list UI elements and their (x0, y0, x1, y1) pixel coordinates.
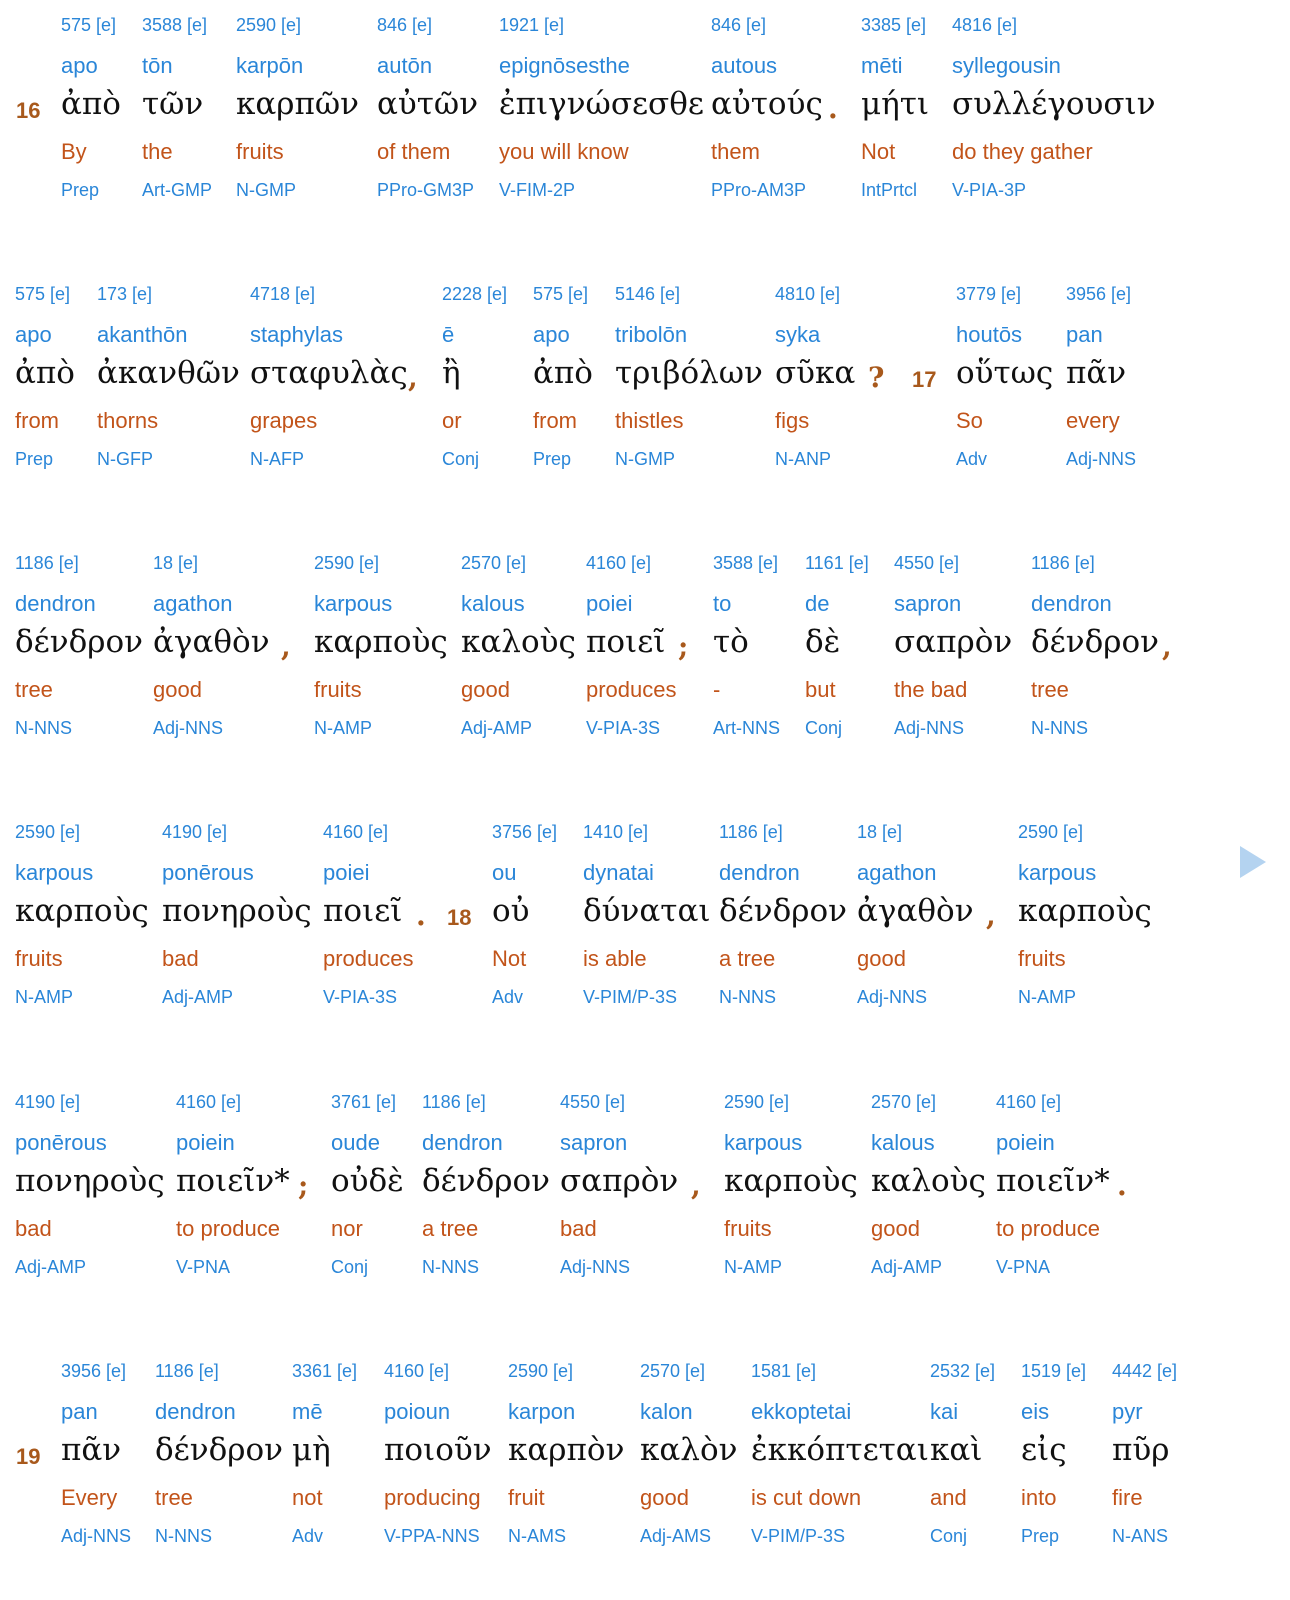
english-gloss: fruits (724, 1216, 772, 1241)
transliteration-link[interactable]: tōn (142, 53, 173, 78)
parsing-link[interactable]: N-NNS (1031, 718, 1088, 738)
punctuation-mark: , (281, 630, 291, 663)
english-gloss: So (956, 408, 983, 433)
greek-word: καλοὺς (871, 1163, 986, 1199)
strongs-number-link[interactable]: 3361 [e] (292, 1361, 358, 1381)
english-gloss: the (142, 139, 173, 164)
english-gloss: and (930, 1485, 967, 1510)
strongs-number-link[interactable]: 3956 [e] (61, 1361, 127, 1381)
english-gloss: the bad (894, 677, 968, 702)
interlinear-line (0, 1346, 1290, 1576)
verse-number: 16 (16, 98, 41, 123)
strongs-number-link[interactable]: 2570 [e] (461, 553, 527, 573)
english-gloss: nor (331, 1216, 363, 1241)
english-gloss: Not (861, 139, 896, 164)
strongs-number-link[interactable]: 1186 [e] (15, 553, 79, 573)
english-gloss: every (1066, 408, 1120, 433)
transliteration-link[interactable]: poiein (996, 1130, 1055, 1155)
greek-word: καρποὺς (724, 1163, 858, 1199)
strongs-number-link[interactable]: 2570 [e] (871, 1092, 937, 1112)
strongs-number-link[interactable]: 2570 [e] (640, 1361, 706, 1381)
parsing-link[interactable]: N-ANS (1112, 1526, 1169, 1546)
parsing-link[interactable]: N-NNS (155, 1526, 212, 1546)
greek-word: ἀγαθὸν (153, 624, 270, 660)
strongs-number-link[interactable]: 4160 [e] (996, 1092, 1062, 1112)
greek-word: μὴ (292, 1432, 331, 1468)
english-gloss: figs (775, 408, 810, 433)
parsing-link[interactable]: Conj (930, 1526, 968, 1546)
english-gloss: bad (15, 1216, 52, 1241)
greek-word: καὶ (930, 1432, 983, 1468)
english-gloss: to produce (176, 1216, 280, 1241)
parsing-link[interactable]: Art-GMP (142, 180, 212, 200)
greek-word: ποιεῖν* (176, 1163, 290, 1199)
english-gloss: is able (583, 946, 647, 971)
punctuation-mark: , (408, 361, 418, 394)
parsing-link[interactable]: N-GMP (236, 180, 296, 200)
english-gloss: a tree (719, 946, 776, 971)
parsing-link[interactable]: Adv (292, 1526, 324, 1546)
punctuation-mark: , (986, 899, 996, 932)
greek-word: σταφυλὰς (250, 355, 408, 391)
parsing-link[interactable]: Conj (805, 718, 843, 738)
parsing-link[interactable]: Adj-AMP (461, 718, 533, 738)
english-gloss: or (442, 408, 462, 433)
transliteration-link[interactable]: syllegousin (952, 53, 1061, 78)
greek-word: καλὸν (640, 1432, 738, 1468)
strongs-number-link[interactable]: 2590 [e] (1018, 822, 1084, 842)
transliteration-link[interactable]: de (805, 591, 830, 616)
transliteration-link[interactable]: sapron (894, 591, 962, 616)
transliteration-link[interactable]: ponērous (15, 1130, 107, 1155)
transliteration-link[interactable]: dendron (719, 860, 800, 885)
greek-word: τῶν (142, 86, 204, 122)
strongs-number-link[interactable]: 1186 [e] (422, 1092, 486, 1112)
strongs-number-link[interactable]: 1186 [e] (719, 822, 783, 842)
transliteration-link[interactable]: agathon (153, 591, 233, 616)
greek-word: δένδρον (422, 1163, 550, 1199)
transliteration-link[interactable]: dendron (1031, 591, 1112, 616)
parsing-link[interactable]: N-GMP (615, 449, 675, 469)
transliteration-link[interactable]: karpous (314, 591, 393, 616)
greek-word: οὐ (492, 893, 530, 929)
greek-word: πῦρ (1112, 1432, 1170, 1468)
strongs-number-link[interactable]: 846 [e] (377, 15, 433, 35)
transliteration-link[interactable]: karpous (15, 860, 94, 885)
greek-word: αὐτῶν (377, 86, 479, 122)
transliteration-link[interactable]: apo (15, 322, 52, 347)
transliteration-link[interactable]: ponērous (162, 860, 254, 885)
parsing-link[interactable]: Adj-NNS (857, 987, 928, 1007)
strongs-number-link[interactable]: 575 [e] (15, 284, 71, 304)
english-gloss: good (461, 677, 510, 702)
english-gloss: not (292, 1485, 323, 1510)
parsing-link[interactable]: N-AMP (1018, 987, 1076, 1007)
english-gloss: grapes (250, 408, 318, 433)
parsing-link[interactable]: V-PNA (996, 1257, 1051, 1277)
greek-word: καρποὺς (314, 624, 448, 660)
english-gloss: good (153, 677, 202, 702)
strongs-number-link[interactable]: 3588 [e] (142, 15, 208, 35)
strongs-number-link[interactable]: 4160 [e] (586, 553, 652, 573)
greek-word: ἢ (442, 355, 461, 391)
english-gloss: tree (15, 677, 53, 702)
strongs-number-link[interactable]: 1186 [e] (1031, 553, 1095, 573)
parsing-link[interactable]: Adj-AMS (640, 1526, 712, 1546)
greek-word: μήτι (861, 86, 930, 122)
strongs-number-link[interactable]: 3779 [e] (956, 284, 1022, 304)
punctuation-mark: . (416, 899, 426, 932)
greek-word: δένδρον (1031, 624, 1159, 660)
english-gloss: fruit (508, 1485, 545, 1510)
parsing-link[interactable]: V-PIA-3P (952, 180, 1027, 200)
parsing-link[interactable]: V-PNA (176, 1257, 231, 1277)
transliteration-link[interactable]: poiei (586, 591, 633, 616)
strongs-number-link[interactable]: 1921 [e] (499, 15, 565, 35)
greek-word: συλλέγουσιν (952, 86, 1156, 122)
transliteration-link[interactable]: dynatai (583, 860, 654, 885)
parsing-link[interactable]: Adv (956, 449, 988, 469)
strongs-number-link[interactable]: 4718 [e] (250, 284, 316, 304)
transliteration-link[interactable]: pan (61, 1399, 98, 1424)
strongs-number-link[interactable]: 3588 [e] (713, 553, 779, 573)
english-gloss: producing (384, 1485, 481, 1510)
english-gloss: fruits (1018, 946, 1066, 971)
transliteration-link[interactable]: autōn (377, 53, 433, 78)
parsing-link[interactable]: V-FIM-2P (499, 180, 576, 200)
transliteration-link[interactable]: pyr (1112, 1399, 1143, 1424)
interlinear-line (0, 807, 1290, 1037)
parsing-link[interactable]: V-PPA-NNS (384, 1526, 480, 1546)
interlinear-line (0, 1077, 1290, 1307)
parsing-link[interactable]: Prep (15, 449, 54, 469)
greek-word: οὕτως (956, 355, 1054, 391)
strongs-number-link[interactable]: 3385 [e] (861, 15, 927, 35)
punctuation-mark: , (691, 1169, 701, 1202)
parsing-link[interactable]: V-PIA-3S (323, 987, 398, 1007)
english-gloss: good (871, 1216, 920, 1241)
parsing-link[interactable]: Conj (331, 1257, 369, 1277)
parsing-link[interactable]: Prep (61, 180, 100, 200)
greek-word: ἐκκόπτεται (751, 1432, 929, 1468)
strongs-number-link[interactable]: 4190 [e] (15, 1092, 81, 1112)
greek-word: πᾶν (61, 1432, 122, 1468)
parsing-link[interactable]: Adj-NNS (560, 1257, 631, 1277)
transliteration-link[interactable]: kalous (461, 591, 525, 616)
parsing-link[interactable]: N-GFP (97, 449, 153, 469)
english-gloss: By (61, 139, 87, 164)
strongs-number-link[interactable]: 5146 [e] (615, 284, 681, 304)
transliteration-link[interactable]: kai (930, 1399, 959, 1424)
verse-number: 17 (912, 367, 937, 392)
greek-word: σαπρὸν (894, 624, 1013, 660)
greek-word: δένδρον (155, 1432, 283, 1468)
greek-word: οὐδὲ (331, 1163, 404, 1199)
english-gloss: thorns (97, 408, 159, 433)
greek-word: τριβόλων (615, 355, 763, 391)
strongs-number-link[interactable]: 1519 [e] (1021, 1361, 1087, 1381)
parsing-link[interactable]: V-PIM/P-3S (583, 987, 678, 1007)
transliteration-link[interactable]: karpōn (236, 53, 304, 78)
verse-number: 18 (447, 905, 472, 930)
transliteration-link[interactable]: to (713, 591, 732, 616)
english-gloss: into (1021, 1485, 1057, 1510)
interlinear-line (0, 269, 1290, 499)
transliteration-link[interactable]: karpous (724, 1130, 803, 1155)
strongs-number-link[interactable]: 2590 [e] (314, 553, 380, 573)
greek-word: καρποὺς (1018, 893, 1152, 929)
interlinear-line (0, 538, 1290, 768)
strongs-number-link[interactable]: 1581 [e] (751, 1361, 817, 1381)
parsing-link[interactable]: Prep (1021, 1526, 1060, 1546)
english-gloss: do they gather (952, 139, 1093, 164)
strongs-number-link[interactable]: 1410 [e] (583, 822, 649, 842)
transliteration-link[interactable]: dendron (155, 1399, 236, 1424)
greek-word: πονηροὺς (162, 893, 312, 929)
strongs-number-link[interactable]: 18 [e] (857, 822, 903, 842)
transliteration-link[interactable]: pan (1066, 322, 1103, 347)
punctuation-mark: ? (868, 361, 885, 394)
strongs-number-link[interactable]: 3761 [e] (331, 1092, 397, 1112)
english-gloss: - (713, 677, 721, 702)
transliteration-link[interactable]: dendron (15, 591, 96, 616)
greek-word: δένδρον (719, 893, 847, 929)
triangle-right-icon[interactable] (1240, 846, 1266, 878)
parsing-link[interactable]: Conj (442, 449, 480, 469)
greek-word: σῦκα (775, 355, 856, 391)
greek-word: σαπρὸν (560, 1163, 679, 1199)
parsing-link[interactable]: N-AFP (250, 449, 304, 469)
transliteration-link[interactable]: ē (442, 322, 455, 347)
parsing-link[interactable]: PPro-AM3P (711, 180, 807, 200)
greek-word: ἀπὸ (61, 86, 121, 122)
parsing-link[interactable]: N-AMP (15, 987, 73, 1007)
punctuation-mark: . (828, 92, 838, 125)
punctuation-mark: . (1117, 1169, 1127, 1202)
strongs-number-link[interactable]: 1161 [e] (805, 553, 869, 573)
greek-word: ποιεῖ (323, 893, 403, 929)
strongs-number-link[interactable]: 846 [e] (711, 15, 767, 35)
english-gloss: fruits (15, 946, 63, 971)
interlinear-line (0, 0, 1290, 230)
english-gloss: Not (492, 946, 527, 971)
english-gloss: good (857, 946, 906, 971)
transliteration-link[interactable]: apo (533, 322, 570, 347)
greek-word: ἀκανθῶν (97, 355, 240, 391)
greek-word: ἀγαθὸν (857, 893, 974, 929)
transliteration-link[interactable]: poiein (176, 1130, 235, 1155)
english-gloss: tree (155, 1485, 193, 1510)
transliteration-link[interactable]: syka (775, 322, 821, 347)
english-gloss: fruits (236, 139, 284, 164)
parsing-link[interactable]: V-PIM/P-3S (751, 1526, 846, 1546)
transliteration-link[interactable]: apo (61, 53, 98, 78)
english-gloss: produces (323, 946, 414, 971)
strongs-number-link[interactable]: 2590 [e] (236, 15, 302, 35)
greek-word: πᾶν (1066, 355, 1127, 391)
english-gloss: you will know (499, 139, 629, 164)
transliteration-link[interactable]: epignōsesthe (499, 53, 630, 78)
transliteration-link[interactable]: kalous (871, 1130, 935, 1155)
parsing-link[interactable]: N-NNS (422, 1257, 479, 1277)
english-gloss: fruits (314, 677, 362, 702)
transliteration-link[interactable]: agathon (857, 860, 937, 885)
strongs-number-link[interactable]: 4550 [e] (894, 553, 960, 573)
english-gloss: thistles (615, 408, 684, 433)
english-gloss: is cut down (751, 1485, 862, 1510)
english-gloss: bad (162, 946, 199, 971)
punctuation-mark: , (1162, 630, 1172, 663)
transliteration-link[interactable]: ou (492, 860, 517, 885)
english-gloss: fire (1112, 1485, 1143, 1510)
english-gloss: but (805, 677, 836, 702)
punctuation-mark: ; (298, 1169, 309, 1202)
strongs-number-link[interactable]: 4160 [e] (323, 822, 389, 842)
strongs-number-link[interactable]: 4810 [e] (775, 284, 841, 304)
greek-word: δὲ (805, 624, 841, 660)
parsing-link[interactable]: Adj-NNS (1066, 449, 1137, 469)
strongs-number-link[interactable]: 2590 [e] (508, 1361, 574, 1381)
transliteration-link[interactable]: tribolōn (615, 322, 688, 347)
parsing-link[interactable]: Prep (533, 449, 572, 469)
english-gloss: to produce (996, 1216, 1100, 1241)
greek-word: καρπῶν (236, 86, 360, 122)
transliteration-link[interactable]: ekkoptetai (751, 1399, 852, 1424)
strongs-number-link[interactable]: 173 [e] (97, 284, 153, 304)
english-gloss: of them (377, 139, 451, 164)
transliteration-link[interactable]: oude (331, 1130, 380, 1155)
strongs-number-link[interactable]: 575 [e] (61, 15, 117, 35)
strongs-number-link[interactable]: 4190 [e] (162, 822, 228, 842)
english-gloss: good (640, 1485, 689, 1510)
parsing-link[interactable]: PPro-GM3P (377, 180, 475, 200)
transliteration-link[interactable]: sapron (560, 1130, 628, 1155)
parsing-link[interactable]: N-AMP (724, 1257, 782, 1277)
transliteration-link[interactable]: akanthōn (97, 322, 188, 347)
strongs-number-link[interactable]: 3756 [e] (492, 822, 558, 842)
greek-word: δένδρον (15, 624, 143, 660)
strongs-number-link[interactable]: 2228 [e] (442, 284, 508, 304)
transliteration-link[interactable]: karpous (1018, 860, 1097, 885)
parsing-link[interactable]: N-NNS (15, 718, 72, 738)
strongs-number-link[interactable]: 2532 [e] (930, 1361, 996, 1381)
parsing-link[interactable]: N-NNS (719, 987, 776, 1007)
english-gloss: from (533, 408, 577, 433)
strongs-number-link[interactable]: 2590 [e] (724, 1092, 790, 1112)
strongs-number-link[interactable]: 2590 [e] (15, 822, 81, 842)
verse-number: 19 (16, 1444, 41, 1469)
greek-word: εἰς (1021, 1432, 1067, 1468)
transliteration-link[interactable]: staphylas (250, 322, 343, 347)
parsing-link[interactable]: Adj-AMP (15, 1257, 87, 1277)
transliteration-link[interactable]: karpon (508, 1399, 576, 1424)
greek-word: πονηροὺς (15, 1163, 165, 1199)
transliteration-link[interactable]: eis (1021, 1399, 1050, 1424)
english-gloss: tree (1031, 677, 1069, 702)
transliteration-link[interactable]: dendron (422, 1130, 503, 1155)
parsing-link[interactable]: N-AMP (314, 718, 372, 738)
greek-word: ἀπὸ (533, 355, 593, 391)
strongs-number-link[interactable]: 575 [e] (533, 284, 589, 304)
transliteration-link[interactable]: poiei (323, 860, 370, 885)
english-gloss: bad (560, 1216, 597, 1241)
parsing-link[interactable]: Adv (492, 987, 524, 1007)
transliteration-link[interactable]: houtōs (956, 322, 1023, 347)
greek-word: ποιεῖν* (996, 1163, 1110, 1199)
parsing-link[interactable]: V-PIA-3S (586, 718, 661, 738)
parsing-link[interactable]: Adj-NNS (61, 1526, 132, 1546)
greek-word: δύναται (583, 893, 711, 929)
greek-word: ποιοῦν (384, 1432, 492, 1468)
greek-word: τὸ (713, 624, 749, 660)
english-gloss: Every (61, 1485, 118, 1510)
strongs-number-link[interactable]: 4160 [e] (384, 1361, 450, 1381)
parsing-link[interactable]: Adj-NNS (153, 718, 224, 738)
transliteration-link[interactable]: autous (711, 53, 778, 78)
english-gloss: from (15, 408, 59, 433)
greek-word: αὐτούς (711, 86, 823, 122)
greek-word: ἀπὸ (15, 355, 75, 391)
english-gloss: a tree (422, 1216, 479, 1241)
greek-word: ἐπιγνώσεσθε (499, 86, 704, 122)
english-gloss: them (711, 139, 760, 164)
parsing-link[interactable]: N-AMS (508, 1526, 566, 1546)
parsing-link[interactable]: Adj-AMP (162, 987, 234, 1007)
transliteration-link[interactable]: kalon (640, 1399, 693, 1424)
greek-word: καλοὺς (461, 624, 576, 660)
transliteration-link[interactable]: mē (292, 1399, 323, 1424)
strongs-number-link[interactable]: 4550 [e] (560, 1092, 626, 1112)
transliteration-link[interactable]: poioun (384, 1399, 451, 1424)
greek-word: καρπὸν (508, 1432, 625, 1468)
strongs-number-link[interactable]: 3956 [e] (1066, 284, 1132, 304)
parsing-link[interactable]: Art-NNS (713, 718, 780, 738)
parsing-link[interactable]: Adj-NNS (894, 718, 965, 738)
strongs-number-link[interactable]: 4442 [e] (1112, 1361, 1178, 1381)
strongs-number-link[interactable]: 18 [e] (153, 553, 199, 573)
transliteration-link[interactable]: mēti (861, 53, 903, 78)
strongs-number-link[interactable]: 4160 [e] (176, 1092, 242, 1112)
english-gloss: produces (586, 677, 677, 702)
greek-word: ποιεῖ (586, 624, 666, 660)
parsing-link[interactable]: IntPrtcl (861, 180, 918, 200)
parsing-link[interactable]: N-ANP (775, 449, 832, 469)
parsing-link[interactable]: Adj-AMP (871, 1257, 943, 1277)
strongs-number-link[interactable]: 1186 [e] (155, 1361, 219, 1381)
punctuation-mark: ; (678, 630, 689, 663)
greek-word: καρποὺς (15, 893, 149, 929)
strongs-number-link[interactable]: 4816 [e] (952, 15, 1018, 35)
